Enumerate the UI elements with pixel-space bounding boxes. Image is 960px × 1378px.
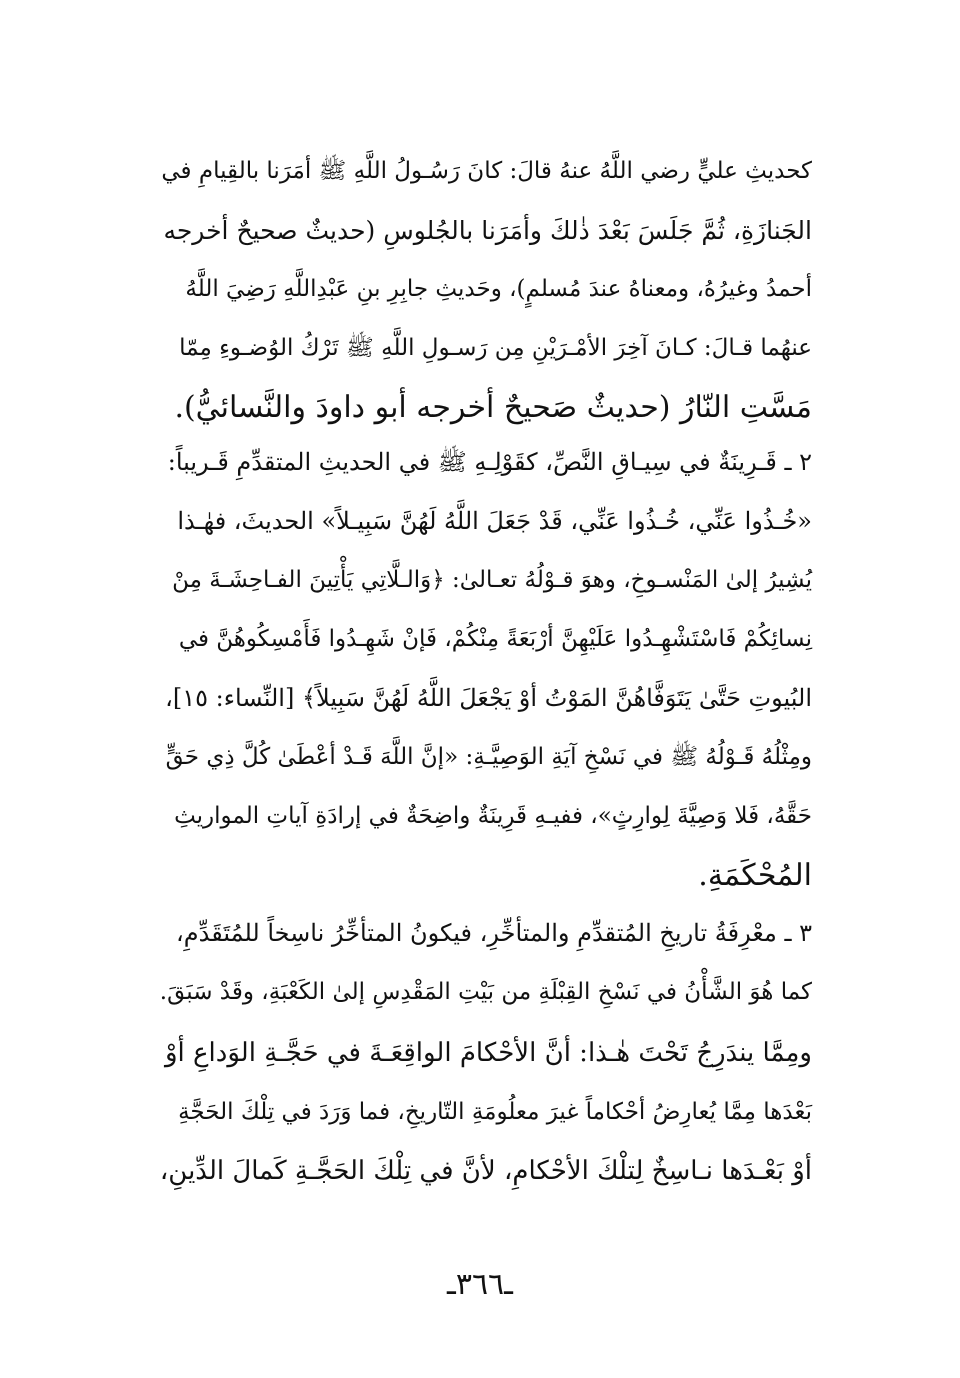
- text-line: ومِثْلُهُ قَـوْلُهُ ﷺ في نَسْخِ آيَةِ الوَصِيَّـةِ: «إنَّ اللَّهَ قَـدْ أعْطَىٰ كُلَّ ذِي حَقٍّ: [165, 744, 812, 770]
- text-line: مَسَّتِ النّارُ (حديثٌ صَحيحٌ أخرجه أبو داودَ والنَّسائيُّ).: [174, 390, 812, 425]
- text-line: بَعْدَها مِمَّا يُعارِضُ أحْكاماً غيرَ معلُومَةِ التّاريخِ، فما وَرَدَ في تِلْكَ الحَجَّةِ: [178, 1099, 812, 1125]
- text-line: يُشِيرُ إلىٰ المَنْسـوخِ، وهوَ قـوْلُهُ تعـالىٰ: ﴿وَالـلَّاتِي يَأْتِينَ الفـاحِشَـةَ مِنْ: [172, 567, 812, 593]
- page-number: ـ٣٦٦ـ: [447, 1267, 513, 1302]
- text-line: عنهُما قـالَ: كـانَ آخِرَ الأمْـرَيْنِ مِن رَسـولِ اللَّهِ ﷺ تَرْكُ الوُضـوءِ مِمّا: [179, 335, 812, 361]
- text-line: أوْ بَعْـدَها نـاسِخٌ لِتلْكَ الأحْكامِ، لأنَّ في تِلْكَ الحَجَّـةِ كَمالَ الدِّينِ،: [159, 1156, 812, 1186]
- text-line: «خُـذُوا عَنِّي، خُـذُوا عَنِّي، قَدْ جَعَلَ اللَّهُ لَهُنَّ سَبِيـلاً» الحديثَ، فهٰـذا: [177, 507, 812, 535]
- paragraph-farewell-pilgrimage: [160, 1024, 812, 1201]
- text-line: كحديثِ عليٍّ رضي اللَّهُ عنهُ قالَ: كانَ رَسُـولُ اللَّهِ ﷺ أمَرَنا بالقِيامِ في: [161, 158, 812, 184]
- text-line: كما هُوَ الشَّأْنُ في نَسْخِ القِبْلَةِ من بَيْتِ المَقْدِسِ إلىٰ الكَعْبَةِ، وقَدْ سَبَقَ.: [159, 979, 812, 1005]
- text-line: حَقَّهُ، فَلا وَصِيَّةَ لِوارِثٍ»، ففيـهِ قَرِينَةٌ واضِحَةٌ في إرادَةِ آياتِ المواريثِ: [174, 803, 812, 829]
- text-line: المُحْكَمَةِ.: [698, 858, 812, 893]
- text-line: أحمدُ وغيرُهُ، ومعناهُ عندَ مُسلمٍ)، وحَديثِ جابِرِ بنِ عَبْدِاللَّهِ رَضِيَ اللَّهُ: [185, 276, 812, 302]
- text-line: البُيوتِ حَتَّىٰ يَتَوَفَّاهُنَّ المَوْتُ أوْ يَجْعَلَ اللَّهُ لَهُنَّ سَبِيلاً﴾ [النِّساء: ١٥]،: [165, 684, 812, 712]
- text-line: ٢ ـ قَـرِينَةٌ في سِيـاقِ النَّصِّ، كقَوْلِـهِ ﷺ في الحديثِ المتقدِّمِ قَـريباً:: [167, 448, 812, 476]
- text-line: ٣ ـ معْرِفَةُ تاريخِ المُتقدِّمِ والمتأخِّرِ، فيكونُ المتأخِّرُ ناسِخاً للمُتَقَدِّمِ،: [176, 919, 812, 947]
- text-line: الجَنازَةِ، ثُمَّ جَلَسَ بَعْدَ ذٰلكَ وأمَرَنا بالجُلوسِ (حديثٌ صحيحٌ أخرجه: [163, 216, 812, 245]
- paragraph-item-3: [160, 904, 812, 1022]
- text-line: نِسائِكُمْ فَاسْتَشْهِـدُوا عَلَيْهِنَّ أرْبَعَةً مِنْكُمْ، فَإنْ شَهِـدُوا فَأَمْسِكُوهُنَّ في: [178, 626, 812, 652]
- paragraph-item-2: [160, 433, 812, 905]
- paragraph-hadith-examples: [160, 142, 812, 437]
- text-line: ومِمَّا يندَرِجُ تَحْتَ هٰـذا: أنَّ الأحْكامَ الواقِعَـةَ في حَجَّـةِ الوَداعِ أوْ: [165, 1038, 812, 1068]
